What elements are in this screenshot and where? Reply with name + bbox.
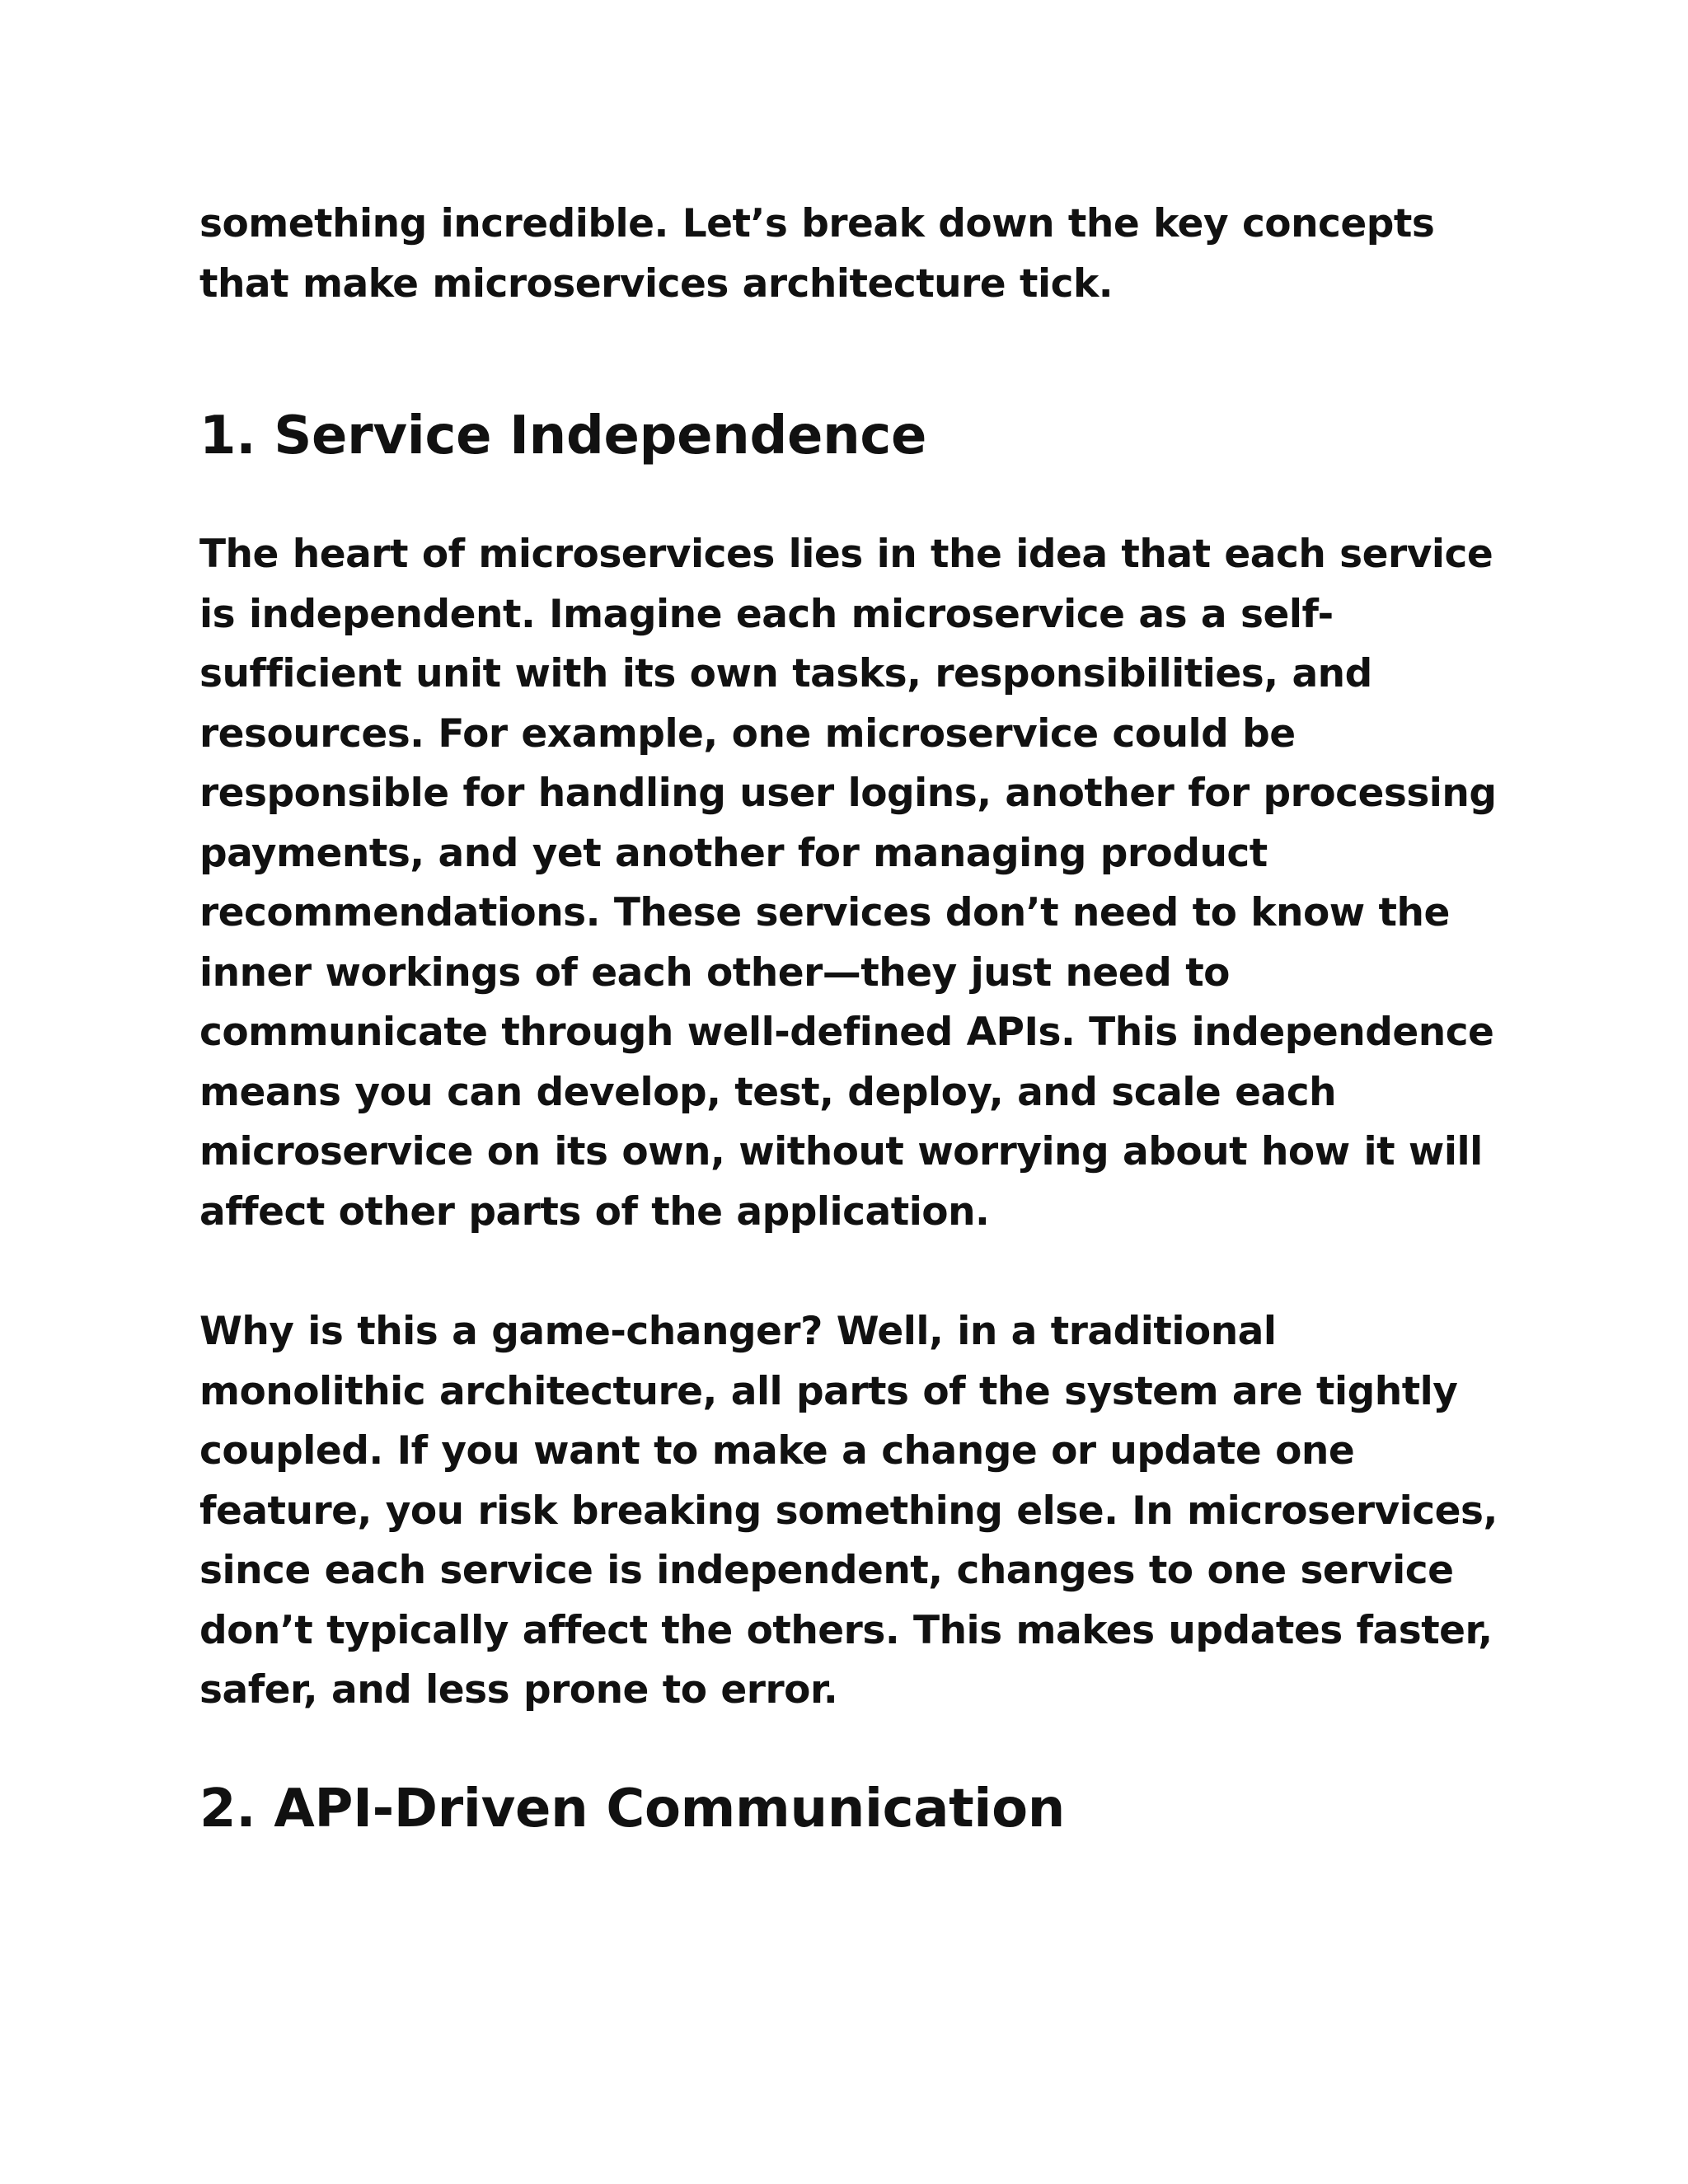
paragraph-service-independence: The heart of microservices lies in the idea that each service is independent. Imagine each microservice as a self-sufficient unit with its own tasks, responsibilities, and resources. For example, one microservice could be responsible for handling user logins, another for processing payments, and yet another for managing product recommendations. These services don’t need to know the inner workings of each other—they just need to communicate through well-defined APIs. This independence means you can develop, test, deploy, and scale each microservice on its own, without worrying about how it will affect other parts of the application.: [199, 532, 1497, 1235]
document-page: [199, 194, 1502, 1842]
intro-paragraph: something incredible. Let’s break down the key concepts that make microservices architecture tick.: [199, 201, 1435, 307]
paragraph-game-changer: Why is this a game-changer? Well, in a traditional monolithic architecture, all parts of the system are tightly coupled. If you want to make a change or update one feature, you risk breaking something else. In microservices, since each service is independent, changes to one service don’t typically affect the others. This makes updates faster, safer, and less prone to error.: [199, 1309, 1498, 1713]
section-heading-api-driven-communication: 2. API-Driven Communication: [199, 1778, 1065, 1840]
section-heading-service-independence: 1. Service Independence: [199, 405, 927, 466]
